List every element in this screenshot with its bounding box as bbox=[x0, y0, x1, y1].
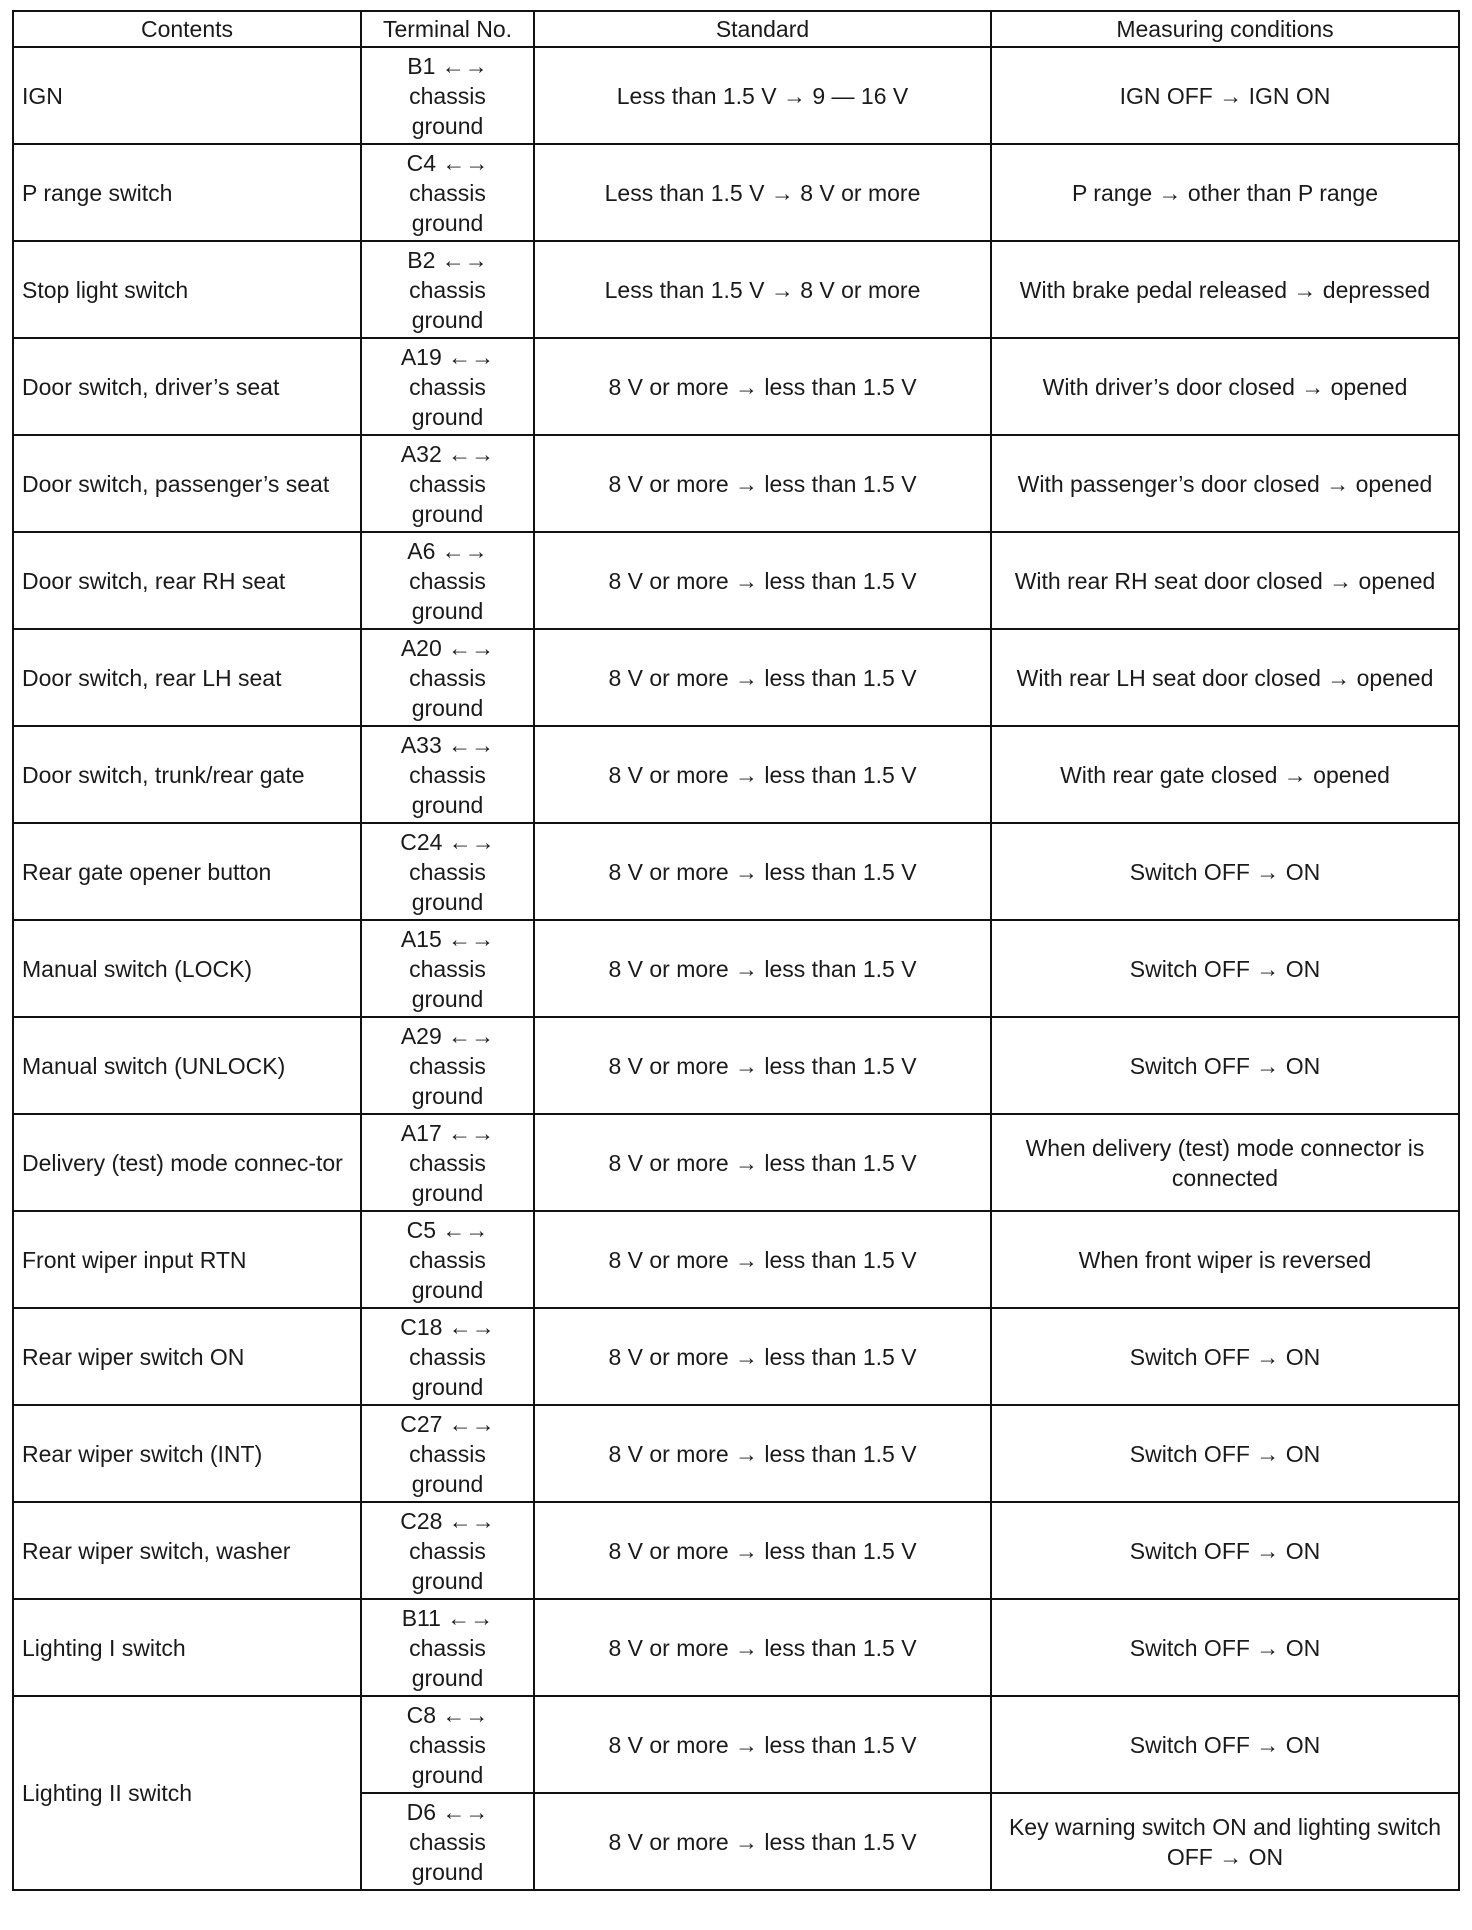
terminal-suffix: ground bbox=[411, 500, 484, 527]
header-row bbox=[13, 11, 1459, 47]
standard-cell: 8 V or more → less than 1.5 V bbox=[534, 1308, 991, 1405]
conditions-cell: Switch OFF → ON bbox=[991, 1599, 1459, 1696]
header-conditions: Measuring conditions bbox=[991, 11, 1459, 47]
standard-cell: 8 V or more → less than 1.5 V bbox=[534, 1017, 991, 1114]
terminal-suffix: ground bbox=[411, 1470, 484, 1497]
conditions-cell: Switch OFF → ON bbox=[991, 1502, 1459, 1599]
terminal-suffix: ground bbox=[411, 1373, 484, 1400]
terminal-suffix: ground bbox=[411, 112, 484, 139]
conditions-cell: With rear LH seat door closed → opened bbox=[991, 629, 1459, 726]
standard-cell: 8 V or more → less than 1.5 V bbox=[534, 435, 991, 532]
standard-cell: 8 V or more → less than 1.5 V bbox=[534, 338, 991, 435]
contents-cell: Delivery (test) mode connec-tor bbox=[13, 1114, 361, 1211]
terminal-number: A33 ←→ bbox=[400, 731, 495, 758]
contents-cell: Rear wiper switch, washer bbox=[13, 1502, 361, 1599]
terminal-suffix: ground bbox=[411, 1179, 484, 1206]
conditions-cell: When delivery (test) mode connector is connected bbox=[991, 1114, 1459, 1211]
contents-cell: Rear wiper switch (INT) bbox=[13, 1405, 361, 1502]
terminal-suffix: ground bbox=[411, 1567, 484, 1594]
standard-cell: 8 V or more → less than 1.5 V bbox=[534, 1114, 991, 1211]
terminal-cell bbox=[361, 1114, 534, 1211]
table-row bbox=[13, 1696, 1459, 1793]
conditions-cell: With brake pedal released → depressed bbox=[991, 241, 1459, 338]
terminal-number: A29 ←→ bbox=[400, 1022, 495, 1049]
terminal-number: B1 ←→ bbox=[407, 52, 488, 79]
inspection-table bbox=[12, 10, 1460, 1891]
terminal-number: A6 ←→ bbox=[407, 537, 488, 564]
standard-cell: Less than 1.5 V → 9 — 16 V bbox=[534, 47, 991, 144]
terminal-number: C18 ←→ bbox=[400, 1313, 495, 1340]
standard-cell: 8 V or more → less than 1.5 V bbox=[534, 1696, 991, 1793]
standard-cell: 8 V or more → less than 1.5 V bbox=[534, 1793, 991, 1890]
conditions-cell: Key warning switch ON and lighting switch OFF → ON bbox=[991, 1793, 1459, 1890]
conditions-cell: Switch OFF → ON bbox=[991, 1696, 1459, 1793]
conditions-cell: With driver’s door closed → opened bbox=[991, 338, 1459, 435]
terminal-suffix: chassis bbox=[409, 82, 486, 109]
terminal-suffix: chassis bbox=[409, 567, 486, 594]
header-terminal: Terminal No. bbox=[361, 11, 534, 47]
terminal-suffix: ground bbox=[411, 1082, 484, 1109]
terminal-number: C8 ←→ bbox=[406, 1701, 489, 1728]
table-row bbox=[13, 47, 1459, 144]
terminal-cell bbox=[361, 144, 534, 241]
terminal-number: B11 ←→ bbox=[401, 1604, 494, 1631]
standard-cell: 8 V or more → less than 1.5 V bbox=[534, 532, 991, 629]
terminal-cell bbox=[361, 1308, 534, 1405]
terminal-suffix: ground bbox=[411, 403, 484, 430]
terminal-suffix: chassis bbox=[409, 1052, 486, 1079]
terminal-cell bbox=[361, 435, 534, 532]
terminal-suffix: ground bbox=[411, 306, 484, 333]
conditions-cell: Switch OFF → ON bbox=[991, 1405, 1459, 1502]
contents-cell: Door switch, driver’s seat bbox=[13, 338, 361, 435]
terminal-cell bbox=[361, 1211, 534, 1308]
contents-cell: Manual switch (LOCK) bbox=[13, 920, 361, 1017]
standard-cell: 8 V or more → less than 1.5 V bbox=[534, 1405, 991, 1502]
contents-cell: Rear wiper switch ON bbox=[13, 1308, 361, 1405]
terminal-cell bbox=[361, 1502, 534, 1599]
table-row bbox=[13, 1308, 1459, 1405]
table-row bbox=[13, 823, 1459, 920]
header-standard: Standard bbox=[534, 11, 991, 47]
terminal-suffix: chassis bbox=[409, 761, 486, 788]
standard-cell: 8 V or more → less than 1.5 V bbox=[534, 1211, 991, 1308]
contents-cell: IGN bbox=[13, 47, 361, 144]
terminal-number: C28 ←→ bbox=[400, 1507, 495, 1534]
terminal-suffix: ground bbox=[411, 1858, 484, 1885]
table-row bbox=[13, 1211, 1459, 1308]
terminal-number: A32 ←→ bbox=[400, 440, 495, 467]
terminal-number: C24 ←→ bbox=[400, 828, 495, 855]
contents-cell: P range switch bbox=[13, 144, 361, 241]
terminal-cell bbox=[361, 532, 534, 629]
terminal-number: A17 ←→ bbox=[400, 1119, 495, 1146]
table-row bbox=[13, 338, 1459, 435]
terminal-suffix: chassis bbox=[409, 858, 486, 885]
terminal-number: D6 ←→ bbox=[406, 1798, 489, 1825]
conditions-cell: Switch OFF → ON bbox=[991, 920, 1459, 1017]
standard-cell: 8 V or more → less than 1.5 V bbox=[534, 726, 991, 823]
table-row bbox=[13, 1599, 1459, 1696]
terminal-suffix: chassis bbox=[409, 1149, 486, 1176]
conditions-cell: With rear gate closed → opened bbox=[991, 726, 1459, 823]
table-row bbox=[13, 532, 1459, 629]
table-row bbox=[13, 241, 1459, 338]
terminal-cell bbox=[361, 338, 534, 435]
table-row bbox=[13, 435, 1459, 532]
terminal-cell bbox=[361, 1696, 534, 1793]
terminal-cell bbox=[361, 823, 534, 920]
terminal-suffix: chassis bbox=[409, 373, 486, 400]
table-row bbox=[13, 1017, 1459, 1114]
table-row bbox=[13, 1405, 1459, 1502]
terminal-number: C4 ←→ bbox=[406, 149, 489, 176]
contents-cell: Front wiper input RTN bbox=[13, 1211, 361, 1308]
terminal-cell bbox=[361, 629, 534, 726]
terminal-cell bbox=[361, 47, 534, 144]
terminal-cell bbox=[361, 1405, 534, 1502]
terminal-cell bbox=[361, 241, 534, 338]
contents-cell: Door switch, passenger’s seat bbox=[13, 435, 361, 532]
terminal-suffix: chassis bbox=[409, 1343, 486, 1370]
contents-cell: Door switch, rear LH seat bbox=[13, 629, 361, 726]
terminal-number: C27 ←→ bbox=[400, 1410, 495, 1437]
conditions-cell: When front wiper is reversed bbox=[991, 1211, 1459, 1308]
conditions-cell: Switch OFF → ON bbox=[991, 1308, 1459, 1405]
contents-cell: Door switch, trunk/rear gate bbox=[13, 726, 361, 823]
terminal-cell bbox=[361, 1599, 534, 1696]
conditions-cell: With passenger’s door closed → opened bbox=[991, 435, 1459, 532]
terminal-suffix: ground bbox=[411, 209, 484, 236]
terminal-suffix: chassis bbox=[409, 1731, 486, 1758]
contents-cell: Lighting I switch bbox=[13, 1599, 361, 1696]
terminal-suffix: chassis bbox=[409, 664, 486, 691]
conditions-cell: P range → other than P range bbox=[991, 144, 1459, 241]
table-row bbox=[13, 629, 1459, 726]
standard-cell: 8 V or more → less than 1.5 V bbox=[534, 823, 991, 920]
terminal-suffix: chassis bbox=[409, 276, 486, 303]
terminal-suffix: ground bbox=[411, 888, 484, 915]
terminal-suffix: chassis bbox=[409, 1246, 486, 1273]
conditions-cell: With rear RH seat door closed → opened bbox=[991, 532, 1459, 629]
standard-cell: 8 V or more → less than 1.5 V bbox=[534, 1599, 991, 1696]
conditions-cell: IGN OFF → IGN ON bbox=[991, 47, 1459, 144]
table-row bbox=[13, 920, 1459, 1017]
terminal-cell bbox=[361, 726, 534, 823]
terminal-cell bbox=[361, 920, 534, 1017]
contents-cell: Door switch, rear RH seat bbox=[13, 532, 361, 629]
terminal-suffix: ground bbox=[411, 694, 484, 721]
terminal-suffix: chassis bbox=[409, 955, 486, 982]
standard-cell: 8 V or more → less than 1.5 V bbox=[534, 920, 991, 1017]
terminal-suffix: chassis bbox=[409, 1828, 486, 1855]
terminal-cell bbox=[361, 1793, 534, 1890]
contents-cell: Manual switch (UNLOCK) bbox=[13, 1017, 361, 1114]
table-row bbox=[13, 726, 1459, 823]
terminal-suffix: chassis bbox=[409, 470, 486, 497]
table-row bbox=[13, 1114, 1459, 1211]
terminal-suffix: chassis bbox=[409, 1440, 486, 1467]
standard-cell: 8 V or more → less than 1.5 V bbox=[534, 629, 991, 726]
terminal-suffix: chassis bbox=[409, 1537, 486, 1564]
contents-cell: Lighting II switch bbox=[13, 1696, 361, 1890]
terminal-suffix: chassis bbox=[409, 1634, 486, 1661]
terminal-suffix: ground bbox=[411, 1664, 484, 1691]
header-contents: Contents bbox=[13, 11, 361, 47]
terminal-suffix: ground bbox=[411, 597, 484, 624]
conditions-cell: Switch OFF → ON bbox=[991, 1017, 1459, 1114]
terminal-number: A20 ←→ bbox=[400, 634, 495, 661]
terminal-suffix: ground bbox=[411, 1761, 484, 1788]
terminal-suffix: chassis bbox=[409, 179, 486, 206]
standard-cell: Less than 1.5 V → 8 V or more bbox=[534, 144, 991, 241]
table-row bbox=[13, 144, 1459, 241]
table-row bbox=[13, 1502, 1459, 1599]
terminal-number: B2 ←→ bbox=[407, 246, 488, 273]
contents-cell: Rear gate opener button bbox=[13, 823, 361, 920]
terminal-number: C5 ←→ bbox=[406, 1216, 489, 1243]
table-body bbox=[13, 47, 1459, 1890]
terminal-suffix: ground bbox=[411, 791, 484, 818]
standard-cell: 8 V or more → less than 1.5 V bbox=[534, 1502, 991, 1599]
contents-cell: Stop light switch bbox=[13, 241, 361, 338]
terminal-suffix: ground bbox=[411, 985, 484, 1012]
terminal-number: A15 ←→ bbox=[400, 925, 495, 952]
standard-cell: Less than 1.5 V → 8 V or more bbox=[534, 241, 991, 338]
conditions-cell: Switch OFF → ON bbox=[991, 823, 1459, 920]
terminal-number: A19 ←→ bbox=[400, 343, 495, 370]
terminal-cell bbox=[361, 1017, 534, 1114]
terminal-suffix: ground bbox=[411, 1276, 484, 1303]
